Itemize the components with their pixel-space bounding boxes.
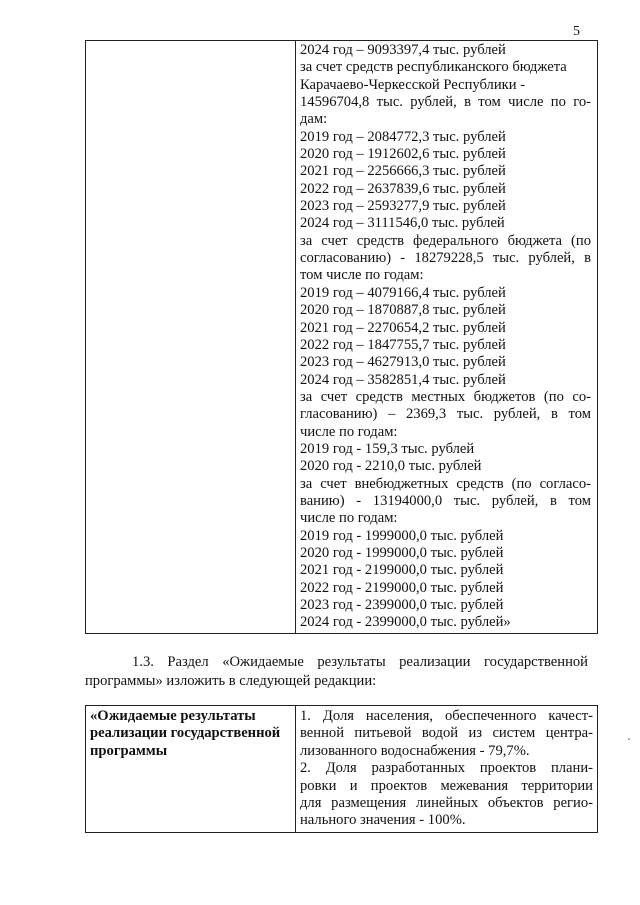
expected-results-table [85,705,598,833]
text-line: 2019 год - 159,3 тыс. рублей [300,440,475,457]
text-line: 2020 год - 2210,0 тыс. рублей [300,458,482,475]
text-line: 2020 год – 1912602,6 тыс. рублей [300,146,506,163]
budget-table-right-cell [296,41,598,634]
text-line: 2024 год – 3111546,0 тыс. рублей [300,215,505,232]
text-line: 2022 год – 2637839,6 тыс. рублей [300,180,506,197]
text-line: Карачаево-Черкесской Республики - [300,76,526,93]
text-line: том числе по годам: [300,267,424,284]
results-table-heading-cell [86,706,296,833]
text-line: за счет средств республиканского бюджета [300,59,567,76]
text-line: 2022 год – 1847755,7 тыс. рублей [300,336,506,353]
text-line: 2023 год - 2399000,0 тыс. рублей [300,597,504,613]
text-line: 14596704,8 тыс. рублей, в том числе по го- [300,94,591,111]
text-line: нального значения - 100%. [300,812,466,829]
results-heading-line: «Ожидаемые результаты [90,708,256,724]
text-line: за счет средств федерального бюджета (по [300,232,591,249]
text-line: венной питьевой водой из систем центра- [300,725,593,742]
text-line: 2021 год – 2270654,2 тыс. рублей [300,319,506,336]
text-line: ванию) - 13194000,0 тыс. рублей, в том [300,492,591,509]
budget-funding-text [296,41,597,633]
text-line: числе по годам: [300,423,398,440]
text-line: числе по годам: [300,510,398,527]
text-line: 2020 год – 1870887,8 тыс. рублей [300,302,506,319]
text-line: гласованию) – 2369,3 тыс. рублей, в том [300,406,591,423]
text-line: 2024 год - 2399000,0 тыс. рублей» [300,614,511,631]
text-line: 2024 год – 9093397,4 тыс. рублей [300,42,506,58]
paragraph-line: программы» изложить в следующей редакции: [85,672,377,689]
text-line: 2024 год – 3582851,4 тыс. рублей [300,371,506,388]
text-line: 2019 год – 4079166,4 тыс. рублей [300,284,506,301]
text-line: за счет средств местных бюджетов (по со- [300,388,591,405]
text-line: 2023 год – 4627913,0 тыс. рублей [300,354,506,371]
text-line: ровки и проектов межевания территории [300,777,593,794]
text-line: 2021 год – 2256666,3 тыс. рублей [300,163,506,180]
budget-table-left-cell [86,41,296,634]
text-line: 2020 год - 1999000,0 тыс. рублей [300,544,504,561]
text-line: дам: [300,111,328,128]
text-line: 2023 год – 2593277,9 тыс. рублей [300,198,506,215]
results-heading-line: программы [90,742,168,759]
page-number: 5 [573,24,580,39]
text-line: за счет внебюджетных средств (по согласо- [300,475,591,492]
amendment-paragraph [85,653,588,690]
text-line: 2019 год - 1999000,0 тыс. рублей [300,527,504,544]
text-line: согласованию) - 18279228,5 тыс. рублей, в [300,250,591,267]
results-table-content-cell [296,706,598,833]
budget-funding-table [85,40,598,634]
text-line: 1. Доля населения, обеспеченного качест- [300,708,593,724]
text-line: 2022 год - 2199000,0 тыс. рублей [300,579,504,596]
text-line: 2019 год – 2084772,3 тыс. рублей [300,128,506,145]
table-row [86,41,598,634]
text-line: 2021 год - 2199000,0 тыс. рублей [300,562,504,579]
text-line: лизованного водоснабжения - 79,7%. [300,742,530,759]
results-heading-line: реализации государственной [90,725,281,742]
table-row [86,706,598,833]
text-line: 2. Доля разработанных проектов плани- [300,760,593,777]
scan-artifact [628,738,630,740]
paragraph-line: 1.3. Раздел «Ожидаемые результаты реализации государственной [132,654,588,670]
text-line: для размещения линейных объектов регио- [300,795,593,812]
